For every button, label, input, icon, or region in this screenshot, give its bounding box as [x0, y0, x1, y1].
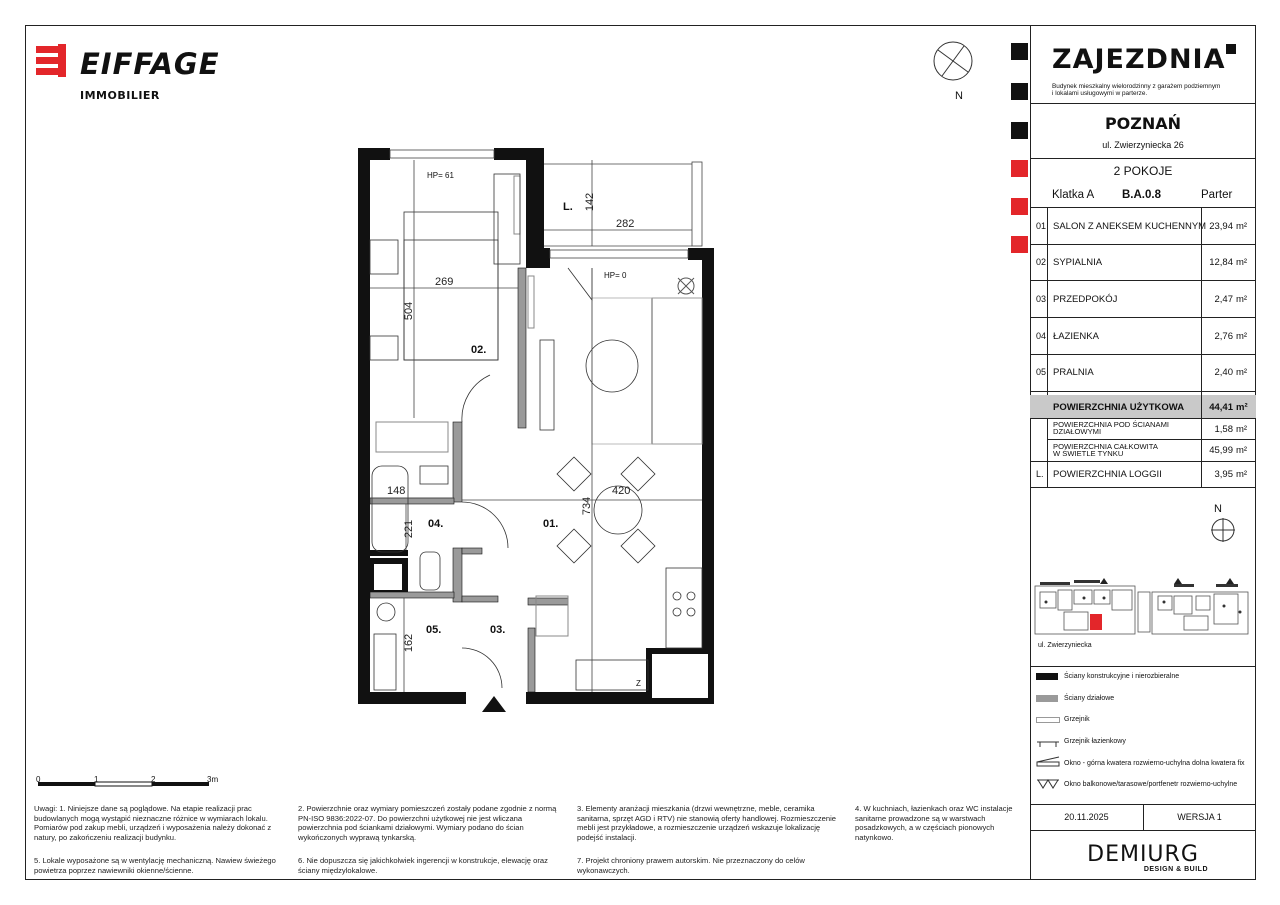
marker-black-2	[1011, 83, 1028, 100]
legend-item: Grzejnik	[1064, 716, 1090, 723]
compass-small-icon	[1210, 517, 1238, 545]
dim-bed-width: 269	[435, 276, 454, 288]
room-04-label: 04.	[428, 518, 444, 530]
project-subtitle-2: i lokalami usługowymi w parterze.	[1052, 90, 1148, 97]
compass-right	[1210, 517, 1238, 550]
designer-name: DEMIURG	[1087, 842, 1199, 867]
under-walls-l2: DZIAŁOWYMI	[1053, 427, 1102, 436]
dim-bed-depth: 504	[403, 301, 416, 321]
marker-red-2	[1011, 198, 1028, 215]
address: ul. Zwierzyniecka 26	[1102, 140, 1184, 150]
key-plan-drawing	[1034, 572, 1254, 638]
loggia-label-plan: L.	[563, 201, 573, 213]
note-4: 4. W kuchniach, łazienkach oraz WC instalacje sanitarne prowadzone są w warstwach posadzkowych, a w częściach pionowych natynkowo.	[855, 804, 1013, 842]
room-01-label: 01.	[543, 518, 559, 530]
city: POZNAŃ	[1104, 114, 1182, 133]
row-name: PRZEDPOKÓJ	[1053, 294, 1118, 305]
unit-code: B.A.0.8	[1122, 189, 1161, 201]
total-unit: m²	[1236, 445, 1248, 456]
bath-radiator-icon	[1036, 736, 1060, 754]
row-unit: m²	[1236, 331, 1248, 342]
floor-plan	[340, 140, 740, 725]
eiffage-logo-icon	[36, 44, 72, 80]
row-code: 05	[1036, 367, 1047, 377]
legend-item: Okno - górna kwatera rozwierno-uchylna dolna kwatera fix	[1064, 760, 1245, 767]
note-6: 6. Nie dopuszcza się jakichkolwiek ingerencji w konstrukcje, elewację oraz ściany międzylokalowe.	[298, 856, 548, 875]
note-7: 7. Projekt chroniony prawem autorskim. Nie przeznaczony do celów wykonawczych.	[577, 856, 805, 875]
row-unit: m²	[1236, 294, 1248, 305]
rooms-count: 2 POKOJE	[1113, 164, 1173, 178]
scale-label-0: 0	[36, 775, 41, 784]
radiator-icon	[1036, 717, 1060, 723]
keyplan-street: ul. Zwierzyniecka	[1038, 642, 1092, 649]
row-area: 2,76	[1214, 331, 1233, 342]
legend-item: Grzejnik łazienkowy	[1064, 738, 1126, 745]
usable-unit: m²	[1236, 402, 1248, 413]
row-area: 12,84	[1209, 257, 1233, 268]
row-code: 02	[1036, 257, 1047, 267]
room-03-label: 03.	[490, 624, 506, 636]
project-title: ZAJEZDNIA	[1052, 44, 1226, 75]
row-name: SYPIALNIA	[1053, 257, 1103, 268]
eiffage-logo	[36, 44, 72, 85]
legend-item: Ściany konstrukcyjne i nierozbieralne	[1064, 673, 1180, 680]
key-plan	[1034, 572, 1254, 643]
dim-loggia-depth: 142	[584, 192, 597, 212]
staircase: Klatka A	[1052, 189, 1095, 201]
marker-red-3	[1011, 236, 1028, 253]
usable-label: POWIERZCHNIA UŻYTKOWA	[1053, 402, 1185, 413]
date: 20.11.2025	[1064, 812, 1109, 822]
row-unit: m²	[1236, 257, 1248, 268]
row-name: PRALNIA	[1053, 367, 1094, 378]
project-subtitle-1: Budynek mieszkalny wielorodzinny z garażem podziemnym	[1052, 83, 1221, 90]
legend-swatch-structural	[1036, 673, 1058, 680]
dim-bath-depth: 221	[403, 519, 416, 539]
floor: Parter	[1201, 189, 1233, 201]
marker-black-3	[1011, 122, 1028, 139]
row-area: 2,47	[1214, 294, 1233, 305]
loggia-code: L.	[1036, 469, 1044, 479]
dim-bath-width: 148	[387, 485, 406, 497]
dim-living-depth: 734	[581, 496, 594, 516]
dim-laundry-depth: 162	[403, 633, 416, 653]
row-code: 03	[1036, 294, 1047, 304]
legend-swatch-partition	[1036, 695, 1058, 702]
dim-loggia-width: 282	[616, 218, 635, 230]
legend-item: Okno balkonowe/tarasowe/portfenetr rozwierno-uchylne	[1064, 781, 1238, 788]
row-name: SALON Z ANEKSEM KUCHENNYM	[1053, 221, 1207, 232]
row-unit: m²	[1236, 221, 1248, 232]
row-name: ŁAZIENKA	[1053, 331, 1099, 342]
north-label-right: N	[1214, 503, 1222, 515]
row-area: 23,94	[1209, 221, 1233, 232]
row-code: 01	[1036, 221, 1047, 231]
balcony-window-icon	[1036, 778, 1060, 797]
row-code: 04	[1036, 331, 1047, 341]
scale-label-3: 3m	[207, 775, 219, 784]
note-5: 5. Lokale wyposażone są w wentylację mechaniczną. Nawiew świeżego powietrza poprzez nawiewniki okienne/ścienne.	[34, 856, 276, 875]
panel-divider	[1030, 25, 1031, 880]
room-02-label: 02.	[471, 344, 487, 356]
legend-item: Ściany działowe	[1064, 695, 1115, 702]
hp-living: HP= 0	[604, 271, 627, 280]
brand-name: EIFFAGE	[80, 47, 220, 81]
brand-sub: IMMOBILIER	[80, 89, 160, 102]
scale-bar-graphic	[38, 774, 218, 788]
z-mark: Z	[636, 679, 641, 688]
title-square	[1226, 44, 1236, 54]
total-value: 45,99	[1209, 445, 1233, 456]
loggia-unit: m²	[1236, 469, 1248, 480]
scale-label-2: 2	[151, 775, 156, 784]
under-walls-l1: POWIERZCHNIA POD ŚCIANAMI	[1053, 420, 1170, 429]
row-area: 2,40	[1214, 367, 1233, 378]
floor-plan-drawing	[340, 140, 740, 720]
marker-red-1	[1011, 160, 1028, 177]
room-05-label: 05.	[426, 624, 442, 636]
window-icon	[1036, 756, 1060, 775]
designer-sub: DESIGN & BUILD	[1143, 866, 1208, 873]
under-walls-unit: m²	[1236, 424, 1248, 435]
version: WERSJA 1	[1177, 812, 1222, 822]
total-l2: W ŚWIETLE TYNKU	[1053, 449, 1124, 458]
row-unit: m²	[1236, 367, 1248, 378]
note-3: 3. Elementy aranżacji mieszkania (drzwi wewnętrzne, meble, ceramika sanitarna, sprzęt AGD i RTV) nie stanowią oferty handlowej. Rozmieszczenie mebli jest przykładowe, a rozmieszczenie urządzeń wskazuje lokalizację podejść instalacji.	[577, 804, 837, 842]
usable-value: 44,41	[1209, 402, 1233, 413]
under-walls-value: 1,58	[1214, 424, 1233, 435]
total-l1: POWIERZCHNIA CAŁKOWITA	[1053, 442, 1158, 451]
loggia-label: POWIERZCHNIA LOGGII	[1053, 469, 1162, 480]
note-1: Uwagi: 1. Niniejsze dane są poglądowe. Na etapie realizacji prac budowlanych mogą wystąpić nieznaczne różnice w wymiarach lokalu. Pomiarów pod zakup mebli, urządzeń i wyposażenia należy dokonać z natury, po zakończeniu realizacji budynku.	[34, 804, 272, 842]
note-2: 2. Powierzchnie oraz wymiary pomieszczeń zostały podane zgodnie z normą PN-ISO 9836:2022-07. Do powierzchni użytkowej nie jest wliczana powierzchnia pod ściankami działowymi. Wymiary podano do ścian wykończonych wyprawą tynkarską.	[298, 804, 557, 842]
north-label-top: N	[955, 90, 963, 102]
loggia-value: 3,95	[1214, 469, 1233, 480]
dim-living-width: 420	[612, 485, 631, 497]
hp-bedroom: HP= 61	[427, 171, 454, 180]
scale-bar	[38, 774, 218, 793]
marker-black-1	[1011, 43, 1028, 60]
scale-label-1: 1	[94, 775, 99, 784]
